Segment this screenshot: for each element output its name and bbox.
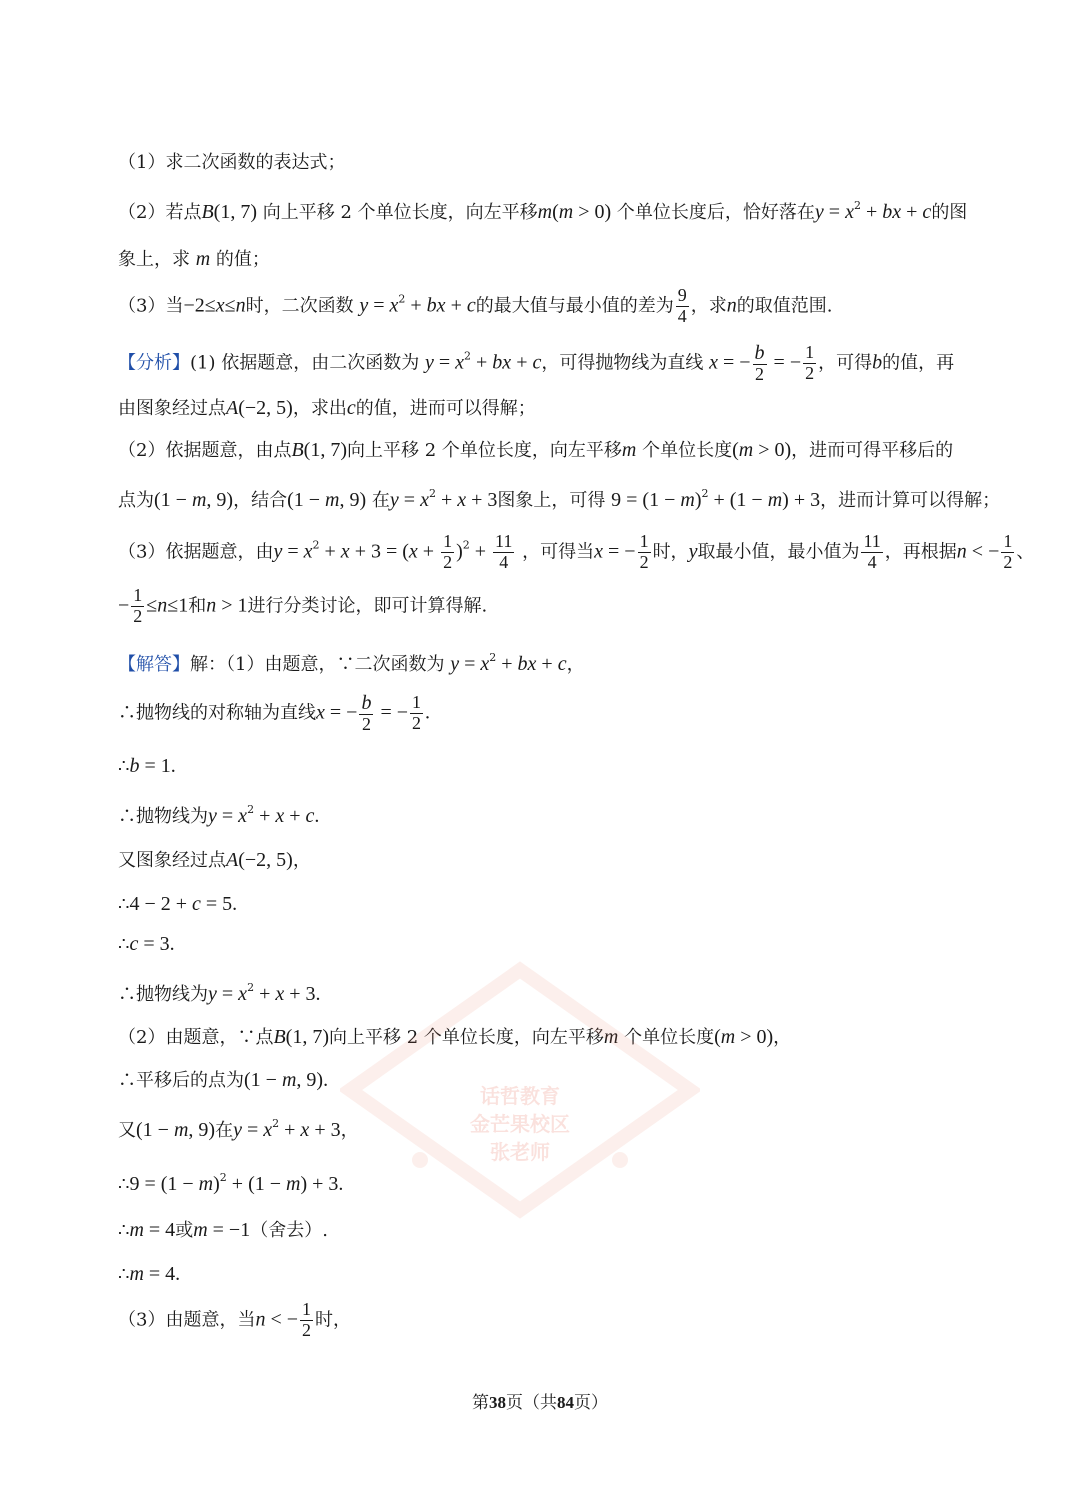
analysis-tag: 【分析】 <box>118 352 190 374</box>
solution-m: ∴m = 4. <box>118 1263 181 1285</box>
solution-axis: ∴抛物线的对称轴为直线x = − $\frac{b}{2}$ = − $\frac{1}{2}$ . <box>118 692 431 734</box>
question-3: （3）当−2≤x≤n时，二次函数 $y = x^2$ + bx + c的最大值与最小值的差为 $\frac{9}{4}$ ，求n的取值范围. <box>118 285 833 326</box>
page-total: 84 <box>557 1393 574 1412</box>
solution-translated-point: ∴平移后的点为(1 − m, 9). <box>118 1069 329 1091</box>
analysis-1-line2: 由图象经过点A(−2, 5)，求出c的值，进而可以得解； <box>118 397 536 419</box>
solution-on-graph: 又(1 − m, 9)在$y = x^2 + x + 3$， <box>118 1117 359 1141</box>
page-number: 38 <box>489 1393 506 1412</box>
solution-b: ∴b = 1. <box>118 755 176 777</box>
solution-c: ∴c = 3. <box>118 933 175 955</box>
solution-3-line1: （3）由题意，当n < − $\frac{1}{2}$ 时， <box>118 1299 352 1340</box>
question-2-line1: （2）若点B(1, 7) 向上平移 2 个单位长度，向左平移m(m > 0) 个单位长度后，恰好落在$y = x^2$ + bx + c的图 <box>118 199 968 223</box>
page-footer: 第38页（共84页） <box>472 1393 608 1413</box>
answer-tag: 【解答】 <box>118 654 190 675</box>
solution-eq-m: ∴9 = $(1 - m)^2 + (1 - m) + 3$. <box>118 1171 344 1195</box>
analysis-3-line2: − $\frac{1}{2}$ ≤n≤1和n > 1进行分类讨论，即可计算得解. <box>118 585 488 626</box>
solution-m-roots: ∴m = 4或m = −1（舍去）. <box>118 1219 328 1241</box>
analysis-3-line1: （3）依据题意，由$y = x^2 + x + 3 = (x$ + $\frac{1}{2}$ )$^2$ + $\frac{11}{4}$ ，可得当x = − $\frac{1}{2}$ 时，y取最小值，最小值为 $\frac{11}{4}$ ，再根据n < − $\frac{1}{2}$ 、 <box>118 531 1035 572</box>
solution-parabola-c: ∴抛物线为$y = x^2 + x + c$. <box>118 803 320 827</box>
question-1: （1）求二次函数的表达式； <box>118 152 346 173</box>
analysis-2-line1: （2）依据题意，由点B(1, 7)向上平移 2 个单位长度，向左平移m 个单位长度(m > 0)，进而可得平移后的 <box>118 439 954 461</box>
solution-2-line1: （2）由题意，∵点B(1, 7)向上平移 2 个单位长度，向左平移m 个单位长度(m > 0)， <box>118 1026 792 1048</box>
solution-1-line1: 【解答】解：（1）由题意，∵二次函数为 $y = x^2$ + bx + c， <box>118 651 585 675</box>
analysis-1-line1: 【分析】(1) 依据题意，由二次函数为 $y = x^2$ + bx + c，可得抛物线为直线 x = − $\frac{b}{2}$ = − $\frac{1}{2}$ ，可得b的值，再 <box>118 342 955 384</box>
watermark-line3: 张老师 <box>490 1140 550 1164</box>
watermark-line2: 金芒果校区 <box>470 1112 570 1136</box>
watermark-line1: 话哲教育 <box>480 1084 560 1108</box>
solution-point-a: 又图象经过点A(−2, 5)， <box>118 849 311 871</box>
question-2-line2: 象上，求 m 的值； <box>118 248 270 270</box>
analysis-2-line2: 点为(1 − m, 9)，结合(1 − m, 9) 在$y = x^2 + x + 3$图象上，可得 $9 = (1 - m)^2 + (1 - m) + 3$，进而计算可以得解； <box>118 487 1001 511</box>
solution-parabola: ∴抛物线为$y = x^2 + x + 3$. <box>118 981 321 1005</box>
solution-eq-c: ∴4 − 2 + c = 5. <box>118 893 238 915</box>
